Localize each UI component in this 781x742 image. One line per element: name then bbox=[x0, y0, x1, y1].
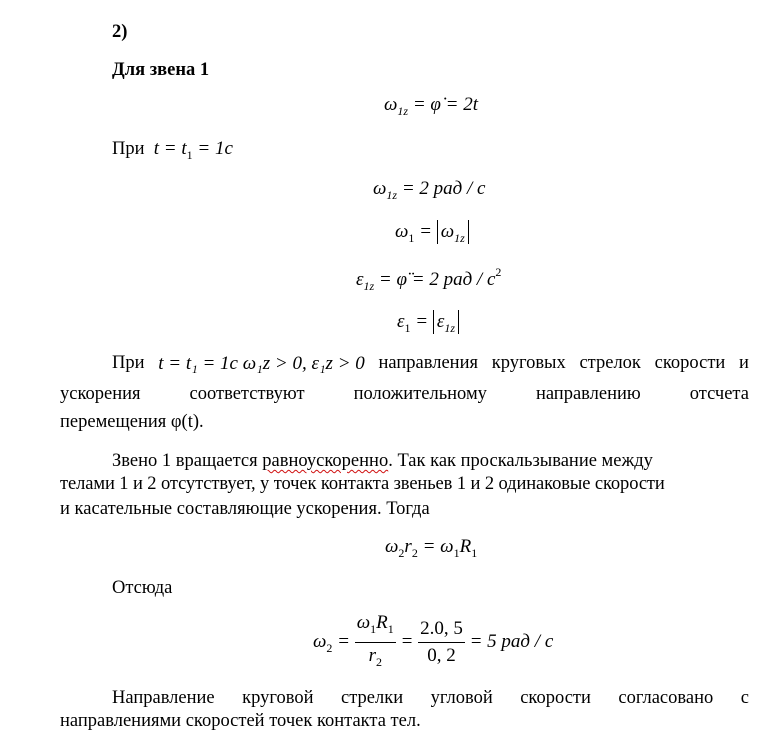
spellcheck-underlined-word: равноускоренно bbox=[262, 451, 389, 471]
equation-omega2-result: $\omega_2$ = $\frac{\omega_1R_1}{r_2}$ = $\frac{2.0, 5}{0, 2}$ = 5 рад / c bbox=[313, 612, 553, 673]
paragraph3-line2: направлениями скоростей точек контакта тел. bbox=[60, 711, 421, 731]
equation-eps1-absolute: $\varepsilon_1 = \varepsilon_{1z}$ bbox=[397, 310, 459, 336]
fraction-numeric: $\frac{2.0, 5}{0, 2}$ bbox=[420, 618, 463, 666]
equation-omega1z-definition: $\omega_{1z}$ = φ̇ = 2t bbox=[384, 94, 479, 118]
paragraph2-line2: телами 1 и 2 отсутствует, у точек контакта звеньев 1 и 2 одинаковые скорости bbox=[60, 474, 665, 494]
paragraph3-line1: Направление круговой стрелки угловой скорости согласовано с bbox=[112, 688, 749, 708]
paragraph1-line3: перемещения φ(t). bbox=[60, 412, 204, 432]
paragraph2-line3: и касательные составляющие ускорения. Тогда bbox=[60, 499, 430, 519]
otsyuda-label: Отсюда bbox=[112, 578, 173, 598]
equation-eps1z-value: $\varepsilon_{1z}$ = φ̈ = 2 рад / $c^2$ bbox=[356, 265, 502, 293]
item-number: 2) bbox=[112, 22, 128, 42]
paragraph1-line1: При t = t₁ = 1c ω₁z > 0, ε₁z > 0 направления круговых стрелок скорости и bbox=[112, 353, 749, 374]
section-heading: Для звена 1 bbox=[112, 60, 210, 80]
paragraph1-line2: ускорения соответствуют положительному направлению отсчета bbox=[60, 384, 749, 404]
equation-time-condition: При $t = t_1 = 1c$ bbox=[112, 138, 233, 162]
fraction-symbolic: $\frac{\omega_1R_1}{r_2}$ bbox=[356, 612, 394, 669]
equation-contact-relation: $\omega_2r_2 = \omega_1R_1$ bbox=[385, 536, 478, 560]
paragraph2-line1: Звено 1 вращается равноускоренно . Так как проскальзывание между bbox=[112, 451, 653, 471]
equation-omega1-absolute: $\omega_1 = \omega_{1z}$ bbox=[395, 220, 469, 246]
equation-omega1z-value: $\omega_{1z} = 2$ рад / c bbox=[373, 178, 486, 202]
